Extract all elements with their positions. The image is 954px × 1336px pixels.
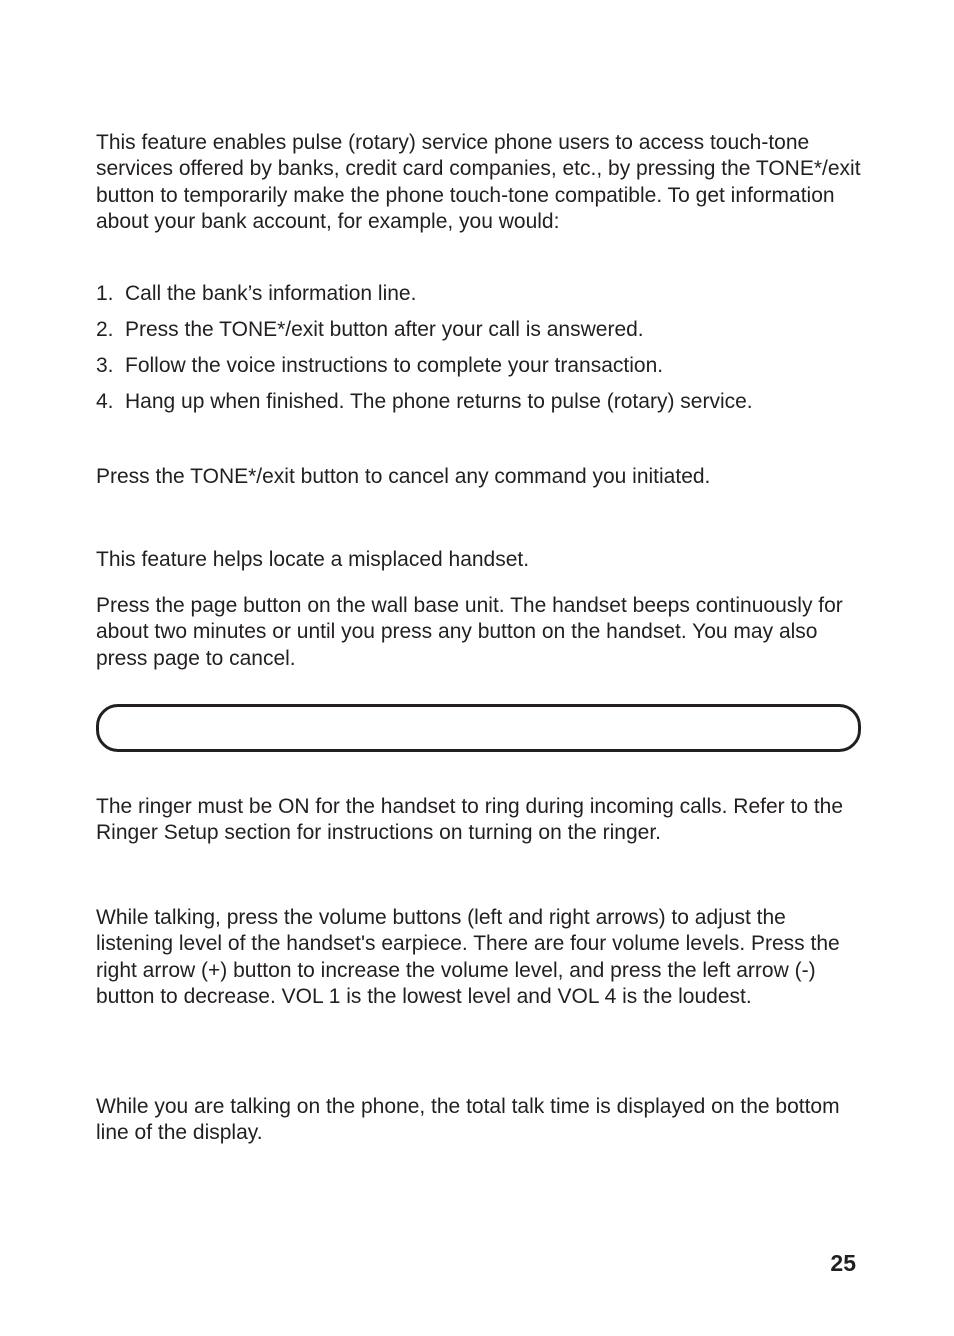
step-text: Hang up when finished. The phone returns to pulse (rotary) service. bbox=[125, 390, 753, 413]
step-text: Press the TONE*/exit button after your call is answered. bbox=[125, 318, 644, 341]
volume-paragraph: While talking, press the volume buttons (left and right arrows) to adjust the listening level of the handset's earpiece. There are four volume levels. Press the right arrow (+) button to increase the volume level, and press the left arrow (-) button to decrease. VOL 1 is the lowest level and VOL 4 is the loudest. bbox=[96, 906, 840, 1009]
step-number: 4. bbox=[96, 390, 114, 413]
page-intro-paragraph: This feature helps locate a misplaced handset. bbox=[96, 548, 530, 571]
step-number: 1. bbox=[96, 282, 114, 305]
tone-intro-paragraph: This feature enables pulse (rotary) service phone users to access touch-tone services offered by banks, credit card companies, etc., by pressing the TONE*/exit button to temporarily make the phone touch-tone compatible. To get information about your bank account, for example, you would: bbox=[96, 131, 861, 234]
step-number: 2. bbox=[96, 318, 114, 341]
list-item bbox=[96, 353, 866, 389]
step-text: Call the bank’s information line. bbox=[125, 282, 417, 305]
list-item bbox=[96, 317, 866, 353]
list-item bbox=[96, 389, 866, 425]
section-header-box bbox=[96, 704, 861, 752]
list-item bbox=[96, 281, 866, 317]
step-number: 3. bbox=[96, 354, 114, 377]
page-instructions-paragraph: Press the page button on the wall base unit. The handset beeps continuously for about two minutes or until you press any button on the handset. You may also press page to cancel. bbox=[96, 594, 843, 670]
ringer-paragraph: The ringer must be ON for the handset to ring during incoming calls. Refer to the Ringer Setup section for instructions on turning on the ringer. bbox=[96, 795, 844, 845]
timer-paragraph: While you are talking on the phone, the total talk time is displayed on the bottom line of the display. bbox=[96, 1095, 840, 1145]
page-number: 25 bbox=[830, 1250, 856, 1276]
step-text: Follow the voice instructions to complete your transaction. bbox=[125, 354, 664, 377]
exit-paragraph: Press the TONE*/exit button to cancel any command you initiated. bbox=[96, 465, 711, 488]
tone-steps-list bbox=[96, 281, 866, 425]
